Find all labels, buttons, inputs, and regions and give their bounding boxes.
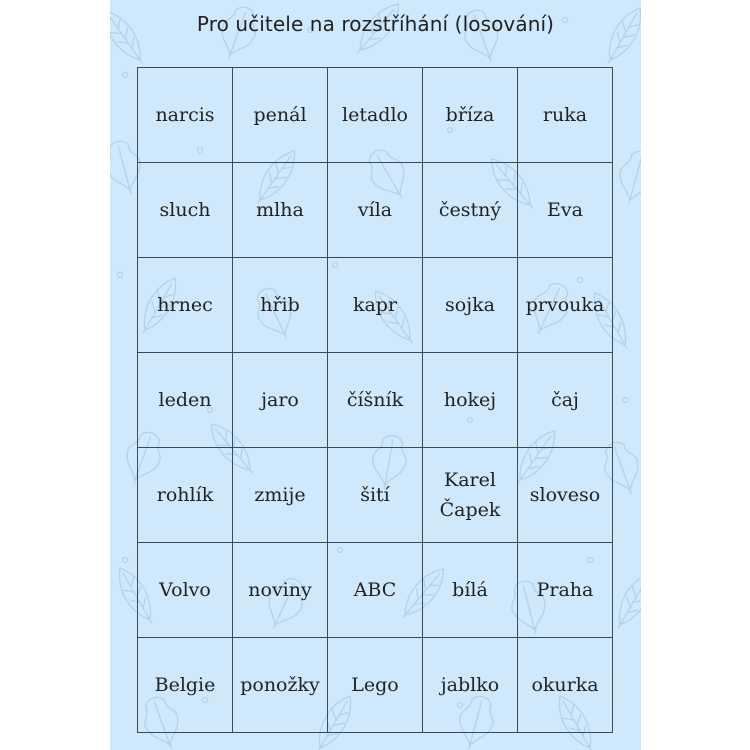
word-card: šití (328, 448, 423, 543)
sheet-title: Pro učitele na rozstříhání (losování) (196, 12, 555, 36)
word-card-grid (137, 67, 613, 733)
word-card: okurka (518, 638, 613, 733)
word-card: čaj (518, 353, 613, 448)
word-card: penál (233, 68, 328, 163)
word-card: hrnec (138, 258, 233, 353)
word-card: sloveso (518, 448, 613, 543)
word-card: mlha (233, 163, 328, 258)
word-card: číšník (328, 353, 423, 448)
word-card: Praha (518, 543, 613, 638)
word-card: bílá (423, 543, 518, 638)
word-card: Lego (328, 638, 423, 733)
word-card: noviny (233, 543, 328, 638)
word-card: Karel Čapek (423, 448, 518, 543)
word-card: víla (328, 163, 423, 258)
word-card: sluch (138, 163, 233, 258)
word-card: hřib (233, 258, 328, 353)
word-card: zmije (233, 448, 328, 543)
word-card: leden (138, 353, 233, 448)
word-card: jaro (233, 353, 328, 448)
worksheet (110, 0, 641, 750)
word-card: čestný (423, 163, 518, 258)
word-card: kapr (328, 258, 423, 353)
word-card: bříza (423, 68, 518, 163)
word-card: Belgie (138, 638, 233, 733)
word-card: hokej (423, 353, 518, 448)
word-card: ponožky (233, 638, 328, 733)
word-card: letadlo (328, 68, 423, 163)
word-card: Eva (518, 163, 613, 258)
word-card: Volvo (138, 543, 233, 638)
word-card: jablko (423, 638, 518, 733)
word-card: rohlík (138, 448, 233, 543)
word-card: ruka (518, 68, 613, 163)
word-card: ABC (328, 543, 423, 638)
word-card: prvouka (518, 258, 613, 353)
word-card: sojka (423, 258, 518, 353)
word-card: narcis (138, 68, 233, 163)
